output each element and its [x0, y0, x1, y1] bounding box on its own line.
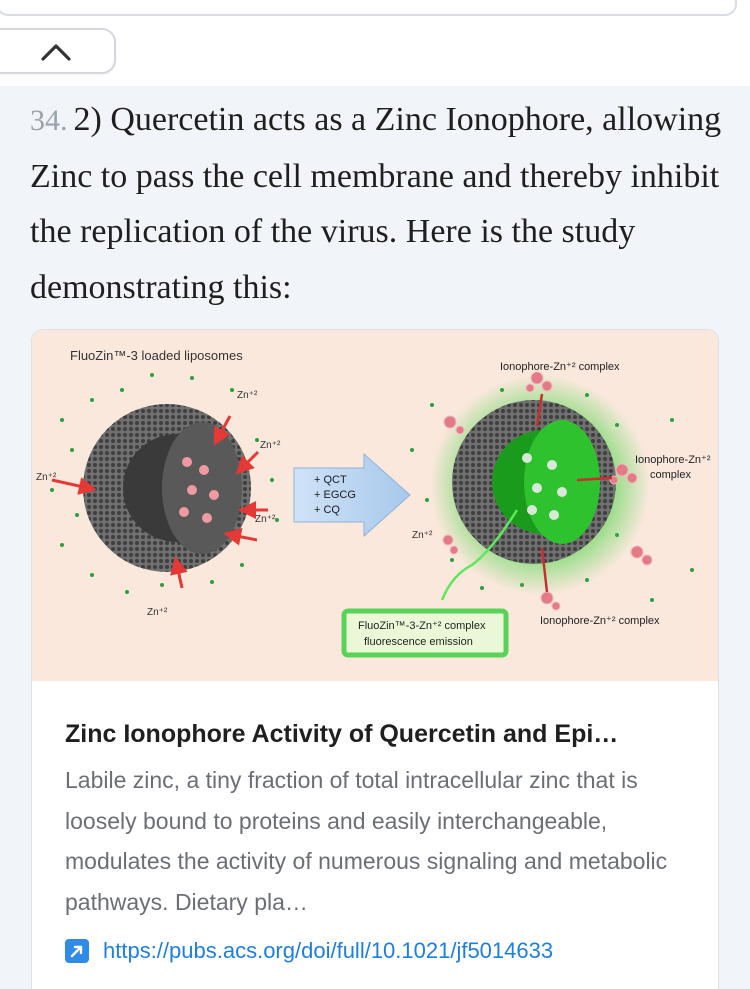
- zn-label-3: Zn⁺²: [36, 472, 57, 483]
- top-bar: [0, 0, 750, 86]
- link-preview-card[interactable]: [31, 329, 719, 989]
- left-liposome: [83, 404, 251, 572]
- zn-label-2: Zn⁺²: [260, 440, 281, 451]
- zn-label-6: Zn⁺²: [412, 530, 433, 541]
- card-link-row[interactable]: [65, 935, 553, 967]
- collapse-button[interactable]: [0, 28, 116, 74]
- complex-label-right-1: Ionophore-Zn⁺²: [635, 454, 711, 466]
- zn-label-4: Zn⁺²: [255, 514, 276, 525]
- entry-number: 34.: [30, 104, 68, 137]
- previous-card-edge: [0, 0, 737, 16]
- treatment-cq: + CQ: [314, 504, 340, 516]
- treatment-arrow: [294, 454, 410, 536]
- emission-label-2: fluorescence emission: [364, 636, 473, 648]
- card-title[interactable]: Zinc Ionophore Activity of Quercetin and Epi…: [65, 720, 619, 748]
- card-url-link[interactable]: https://pubs.acs.org/doi/full/10.1021/jf5014633: [103, 938, 554, 963]
- diagram-label-liposomes: FluoZin™-3 loaded liposomes: [70, 348, 243, 363]
- chevron-up-icon: [40, 39, 72, 65]
- treatment-egcg: + EGCG: [314, 489, 356, 501]
- liposome-diagram: [32, 330, 719, 681]
- thread-entry: [30, 92, 730, 315]
- treatment-qct: + QCT: [314, 474, 347, 486]
- complex-label-right-2: complex: [650, 469, 691, 481]
- card-description: Labile zinc, a tiny fraction of total intracellular zinc that is loosely bound to proteins and easily interchangeable, modulates the activity of numerous signaling and metabolic pathways. Dietary pla…: [65, 767, 668, 915]
- complex-label-top: Ionophore-Zn⁺² complex: [500, 361, 620, 373]
- external-link-icon: [65, 939, 89, 963]
- zn-label-5: Zn⁺²: [147, 607, 168, 618]
- complex-label-bottom: Ionophore-Zn⁺² complex: [540, 615, 660, 627]
- emission-label-1: FluoZin™-3-Zn⁺² complex: [358, 620, 486, 632]
- entry-text: 2) Quercetin acts as a Zinc Ionophore, allowing Zinc to pass the cell membrane and thereby inhibit the replication of the virus. Here is the study demonstrating this:: [30, 101, 722, 306]
- preview-image: [32, 330, 719, 681]
- zn-label-1: Zn⁺²: [237, 390, 258, 401]
- fluorescence-box: [344, 611, 506, 655]
